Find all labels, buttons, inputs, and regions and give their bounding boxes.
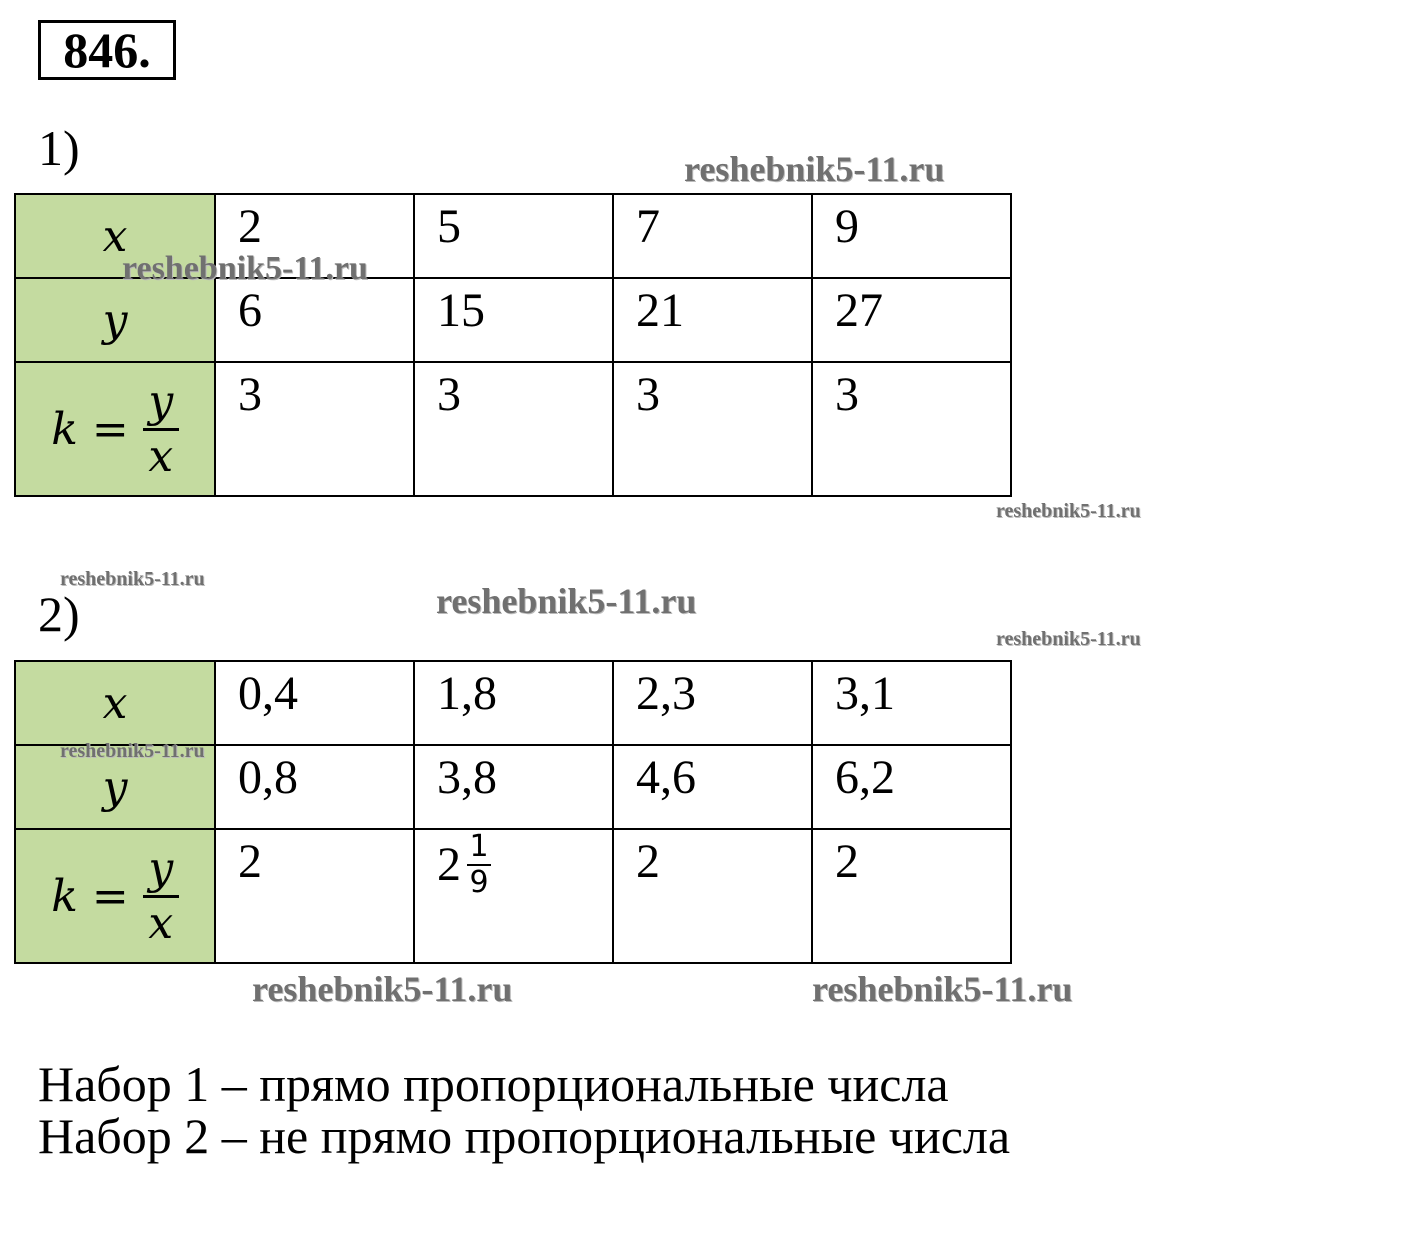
table-cell: 2 [812, 829, 1011, 963]
watermark: reshebnik5-11.ru [812, 969, 1073, 1009]
fraction-numerator: 1 [469, 829, 489, 864]
table-cell: 3,8 [414, 745, 613, 829]
watermark: reshebnik5-11.ru [252, 969, 513, 1009]
table-cell: 3 [414, 362, 613, 496]
table-cell-mixed-number [414, 829, 613, 963]
fraction-denominator: 9 [469, 865, 489, 900]
table-cell: 0,4 [215, 661, 414, 745]
table-cell: 9 [812, 194, 1011, 278]
fraction-y-over-x [143, 843, 179, 950]
table-row-x [15, 661, 1011, 745]
row-header-x: x [15, 194, 215, 278]
part-2-label: 2) [38, 586, 80, 642]
fraction-denominator: x [148, 897, 174, 949]
proportion-table-1 [14, 193, 1012, 497]
conclusion-set-2: Набор 2 – не прямо пропорциональные числа [38, 1108, 1011, 1164]
table-cell: 2 [613, 829, 812, 963]
table-row-k [15, 829, 1011, 963]
equals-sign: = [91, 403, 129, 455]
table-cell: 4,6 [613, 745, 812, 829]
watermark: reshebnik5-11.ru [684, 149, 945, 189]
table-cell: 1,8 [414, 661, 613, 745]
mixed-whole: 2 [437, 838, 461, 891]
table-cell: 3 [215, 362, 414, 496]
table-cell: 3 [812, 362, 1011, 496]
k-symbol: k [51, 403, 78, 455]
row-header-x: x [15, 661, 215, 745]
conclusion-set-1: Набор 1 – прямо пропорциональные числа [38, 1056, 949, 1112]
watermark: reshebnik5-11.ru [996, 628, 1141, 650]
row-header-k-formula [15, 829, 215, 963]
equals-sign: = [91, 870, 129, 922]
table-cell: 27 [812, 278, 1011, 362]
mixed-number [437, 830, 491, 900]
watermark: reshebnik5-11.ru [436, 581, 697, 621]
table-row-y [15, 278, 1011, 362]
table-cell: 3 [613, 362, 812, 496]
table-row-k [15, 362, 1011, 496]
table-cell: 21 [613, 278, 812, 362]
proportion-table-2 [14, 660, 1012, 964]
table-cell: 3,1 [812, 661, 1011, 745]
table-cell: 7 [613, 194, 812, 278]
watermark: reshebnik5-11.ru [60, 740, 205, 762]
part-1-label: 1) [38, 120, 80, 176]
fraction-denominator: x [148, 430, 174, 482]
problem-number: 846. [38, 20, 176, 80]
watermark: reshebnik5-11.ru [122, 250, 368, 287]
row-header-k-formula [15, 362, 215, 496]
table-cell: 2 [215, 829, 414, 963]
mixed-fraction [467, 830, 491, 900]
row-header-y: y [15, 745, 215, 829]
table-cell: 6 [215, 278, 414, 362]
row-header-y: y [15, 278, 215, 362]
watermark: reshebnik5-11.ru [996, 500, 1141, 522]
k-symbol: k [51, 870, 78, 922]
table-cell: 2,3 [613, 661, 812, 745]
table-cell: 2 [215, 194, 414, 278]
watermark: reshebnik5-11.ru [60, 568, 205, 590]
table-cell: 5 [414, 194, 613, 278]
fraction-y-over-x [143, 376, 179, 483]
table-cell: 15 [414, 278, 613, 362]
fraction-numerator: y [148, 375, 174, 427]
table-cell: 0,8 [215, 745, 414, 829]
table-cell: 6,2 [812, 745, 1011, 829]
fraction-numerator: y [148, 842, 174, 894]
